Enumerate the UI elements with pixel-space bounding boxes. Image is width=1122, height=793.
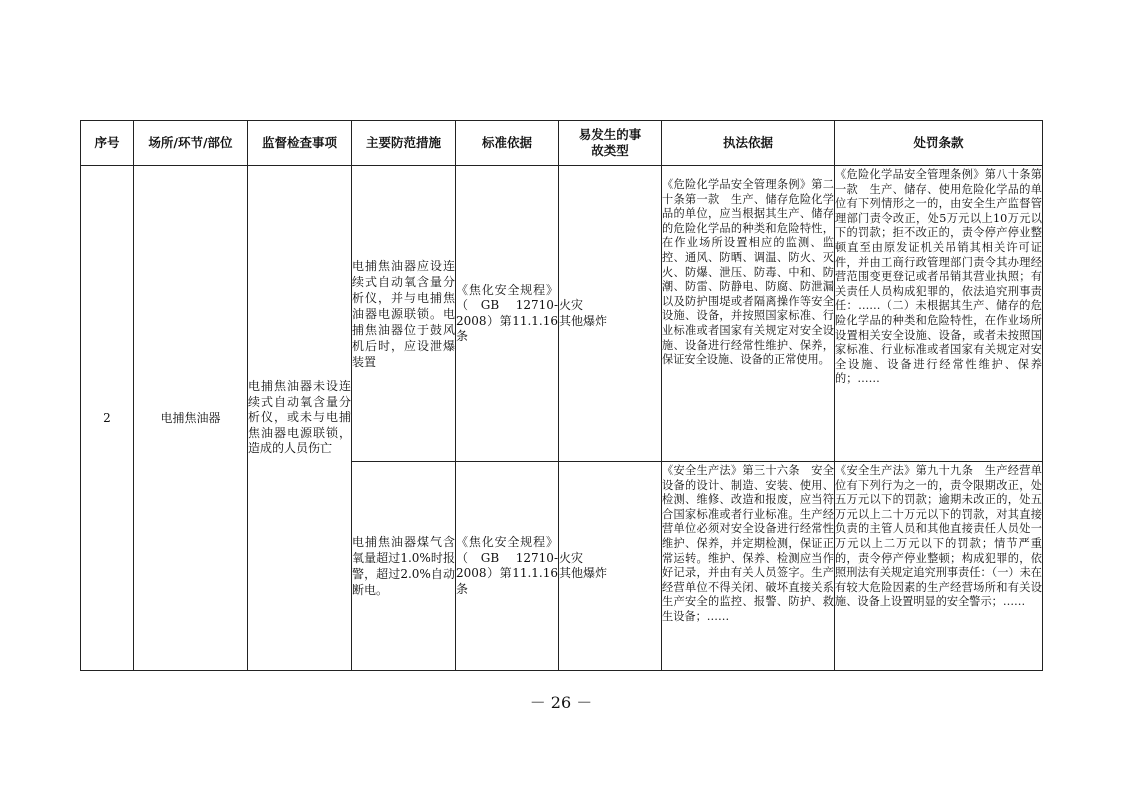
header-accident-type: 易发生的事故类型 <box>559 121 662 166</box>
header-measures: 主要防范措施 <box>352 121 456 166</box>
law-basis-cell: 《危险化学品安全管理条例》第二十条第一款 生产、储存危险化学品的单位，应当根据其生产、储存的危险化学品的种类和危险特性，在作业场所设置相应的监测、监控、通风、防晒、调温、防火、灭火、防爆、泄压、防毒、中和、防潮、防雷、防静电、防腐、防泄漏以及防护围堤或者隔离操作等安全设施、设备，并按照国家标准、行业标准或者国家有关规定对安全设施、设备进行经常性维护、保养，保证安全设施、设备的正常使用。 <box>662 166 835 462</box>
header-item: 监督检查事项 <box>248 121 352 166</box>
inspection-table <box>80 120 1043 671</box>
header-place: 场所/环节/部位 <box>134 121 248 166</box>
table-row <box>81 166 1043 462</box>
header-penalty: 处罚条款 <box>835 121 1043 166</box>
seq-cell: 2 <box>81 166 134 671</box>
table-header-row <box>81 121 1043 166</box>
standard-cell: 《焦化安全规程》（GB 12710-2008）第11.1.16条 <box>456 462 559 671</box>
header-seq: 序号 <box>81 121 134 166</box>
place-cell: 电捕焦油器 <box>134 166 248 671</box>
standard-cell: 《焦化安全规程》（GB 12710-2008）第11.1.16条 <box>456 166 559 462</box>
law-basis-cell: 《安全生产法》第三十六条 安全设备的设计、制造、安装、使用、检测、维修、改造和报废，应当符合国家标准或者行业标准。生产经营单位必须对安全设备进行经常性维护、保养，并定期检测，保证正常运转。维护、保养、检测应当作好记录，并由有关人员签字。生产经营单位不得关闭、破坏直接关系生产安全的监控、报警、防护、救生设备；…… <box>662 462 835 671</box>
measure-cell: 电捕焦油器应设连续式自动氧含量分析仪，并与电捕焦油器电源联锁。电捕焦油器位于鼓风机后时，应设泄爆装置 <box>352 166 456 462</box>
header-law-basis: 执法依据 <box>662 121 835 166</box>
measure-cell: 电捕焦油器煤气含氧量超过1.0%时报警，超过2.0%自动断电。 <box>352 462 456 671</box>
penalty-cell: 《危险化学品安全管理条例》第八十条第一款 生产、储存、使用危险化学品的单位有下列情形之一的，由安全生产监督管理部门责令改正，处5万元以上10万元以下的罚款；拒不改正的，责令停产停业整顿直至由原发证机关吊销其相关许可证件，并由工商行政管理部门责令其办理经营范围变更登记或者吊销其营业执照；有关责任人员构成犯罪的，依法追究刑事责任：……（二）未根据其生产、储存的危险化学品的种类和危险特性，在作业场所设置相关安全设施、设备，或者未按照国家标准、行业标准或者国家有关规定对安全设施、设备进行经常性维护、保养的；…… <box>835 166 1043 462</box>
header-standard: 标准依据 <box>456 121 559 166</box>
accident-type-cell: 火灾 其他爆炸 <box>559 166 662 462</box>
accident-type-cell: 火灾 其他爆炸 <box>559 462 662 671</box>
item-cell: 电捕焦油器未设连续式自动氧含量分析仪，或未与电捕焦油器电源联锁，造成的人员伤亡 <box>248 166 352 671</box>
penalty-cell: 《安全生产法》第九十九条 生产经营单位有下列行为之一的，责令限期改正，处五万元以下的罚款；逾期未改正的，处五万元以上二十万元以下的罚款，对其直接负责的主管人员和其他直接责任人员处一万元以上二万元以下的罚款；情节严重的，责令停产停业整顿；构成犯罪的，依照刑法有关规定追究刑事责任：（一）未在有较大危险因素的生产经营场所和有关设施、设备上设置明显的安全警示；…… <box>835 462 1043 671</box>
page-number: － 26 － <box>529 693 593 712</box>
